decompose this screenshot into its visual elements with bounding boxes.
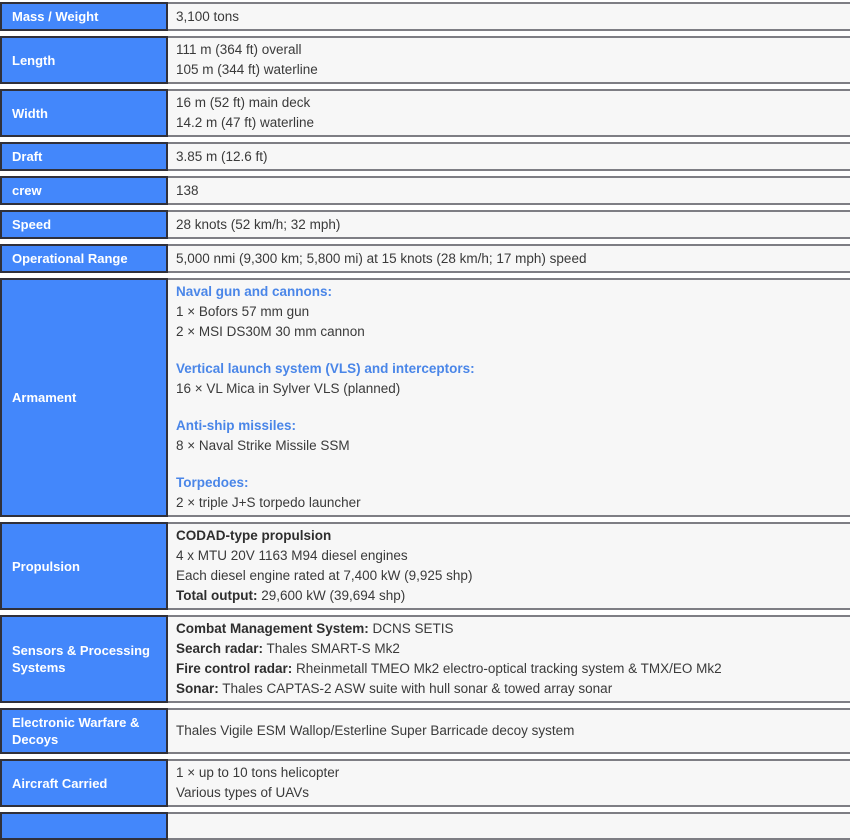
spec-line: 14.2 m (47 ft) waterline xyxy=(176,115,315,130)
spec-line: Each diesel engine rated at 7,400 kW (9,925 shp) xyxy=(176,568,473,583)
spec-row xyxy=(0,708,850,754)
spec-line: Fire control radar: Rheinmetall TMEO Mk2 electro-optical tracking system & TMX/EO Mk2 xyxy=(176,661,722,676)
spec-label: Sensors & Processing Systems xyxy=(12,643,150,675)
spec-label: Mass / Weight xyxy=(12,9,99,24)
spec-line-prefix: Search radar: xyxy=(176,641,264,656)
spec-line: 28 knots (52 km/h; 32 mph) xyxy=(176,216,341,232)
spec-row xyxy=(0,142,850,171)
spec-line: Various types of UAVs xyxy=(176,785,310,800)
spec-row xyxy=(0,615,850,703)
spec-label: Operational Range xyxy=(12,251,128,266)
spec-label-cell xyxy=(0,522,168,610)
spec-line: Total output: 29,600 kW (39,694 shp) xyxy=(176,588,406,603)
spec-line: Thales Vigile ESM Wallop/Esterline Super Barricade decoy system xyxy=(176,723,575,738)
spec-line: Combat Management System: DCNS SETIS xyxy=(176,621,454,636)
spec-subheading: Torpedoes: xyxy=(176,475,249,490)
spec-line-spacer xyxy=(176,342,842,359)
spec-row xyxy=(0,89,850,137)
spec-line: 16 × VL Mica in Sylver VLS (planned) xyxy=(176,381,401,396)
spec-label: Draft xyxy=(12,149,43,164)
spec-label-cell xyxy=(0,244,168,273)
spec-line: 3.85 m (12.6 ft) xyxy=(176,148,268,164)
spec-value-cell xyxy=(168,759,850,807)
spec-value-cell xyxy=(168,176,850,205)
spec-line: 4 x MTU 20V 1163 M94 diesel engines xyxy=(176,548,408,563)
spec-value-cell xyxy=(168,89,850,137)
spec-value-cell xyxy=(168,708,850,754)
spec-label-cell xyxy=(0,759,168,807)
spec-label: Width xyxy=(12,105,48,121)
spec-line: 5,000 nmi (9,300 km; 5,800 mi) at 15 knots (28 km/h; 17 mph) speed xyxy=(176,250,587,266)
spec-row xyxy=(0,210,850,239)
spec-label: Armament xyxy=(12,390,77,405)
spec-line: 138 xyxy=(176,182,199,198)
spec-label: Propulsion xyxy=(12,558,80,574)
spec-line: 1 × Bofors 57 mm gun xyxy=(176,304,310,319)
spec-line-prefix: Total output: xyxy=(176,588,258,603)
spec-line: CODAD-type propulsion xyxy=(176,528,332,543)
spec-row xyxy=(0,759,850,807)
spec-value-cell xyxy=(168,522,850,610)
spec-subheading: Naval gun and cannons: xyxy=(176,284,333,299)
spec-row xyxy=(0,176,850,205)
spec-value-cell xyxy=(168,812,850,840)
spec-line: Sonar: Thales CAPTAS-2 ASW suite with hull sonar & towed array sonar xyxy=(176,681,613,696)
spec-label-cell xyxy=(0,708,168,754)
spec-line: 16 m (52 ft) main deck xyxy=(176,95,311,110)
spec-label: Length xyxy=(12,52,56,68)
spec-subheading: Anti-ship missiles: xyxy=(176,418,297,433)
spec-line-prefix: Combat Management System: xyxy=(176,621,369,636)
spec-value-cell xyxy=(168,2,850,31)
spec-row xyxy=(0,2,850,31)
spec-value-cell xyxy=(168,244,850,273)
spec-label-cell xyxy=(0,36,168,84)
spec-line-prefix: Sonar: xyxy=(176,681,219,696)
spec-label: Aircraft Carried xyxy=(12,775,108,791)
spec-line-spacer xyxy=(176,399,842,416)
spec-label-cell xyxy=(0,278,168,517)
spec-value-cell xyxy=(168,142,850,171)
spec-row xyxy=(0,36,850,84)
spec-line: 2 × triple J+S torpedo launcher xyxy=(176,495,361,510)
spec-label-cell xyxy=(0,812,168,840)
spec-line: 1 × up to 10 tons helicopter xyxy=(176,765,340,780)
spec-label: crew xyxy=(12,183,42,198)
spec-label-cell xyxy=(0,89,168,137)
spec-row xyxy=(0,522,850,610)
spec-label-cell xyxy=(0,2,168,31)
spec-line-spacer xyxy=(176,456,842,473)
spec-line: 111 m (364 ft) overall xyxy=(176,42,302,57)
spec-label-cell xyxy=(0,210,168,239)
spec-label: Electronic Warfare & Decoys xyxy=(12,715,140,747)
spec-value-cell xyxy=(168,615,850,703)
spec-line: 3,100 tons xyxy=(176,8,240,24)
spec-label-cell xyxy=(0,176,168,205)
spec-subheading: Vertical launch system (VLS) and interceptors: xyxy=(176,361,475,376)
spec-line: 105 m (344 ft) waterline xyxy=(176,62,318,77)
spec-line: 2 × MSI DS30M 30 mm cannon xyxy=(176,324,365,339)
spec-label-cell xyxy=(0,142,168,171)
spec-row xyxy=(0,278,850,517)
spec-row xyxy=(0,812,850,840)
spec-row xyxy=(0,244,850,273)
spec-line: Search radar: Thales SMART-S Mk2 xyxy=(176,641,400,656)
spec-line-prefix: Fire control radar: xyxy=(176,661,293,676)
spec-label-cell xyxy=(0,615,168,703)
spec-line: 8 × Naval Strike Missile SSM xyxy=(176,438,350,453)
spec-value-cell xyxy=(168,36,850,84)
spec-value-cell xyxy=(168,210,850,239)
spec-value-cell xyxy=(168,278,850,517)
spec-label: Speed xyxy=(12,217,52,232)
